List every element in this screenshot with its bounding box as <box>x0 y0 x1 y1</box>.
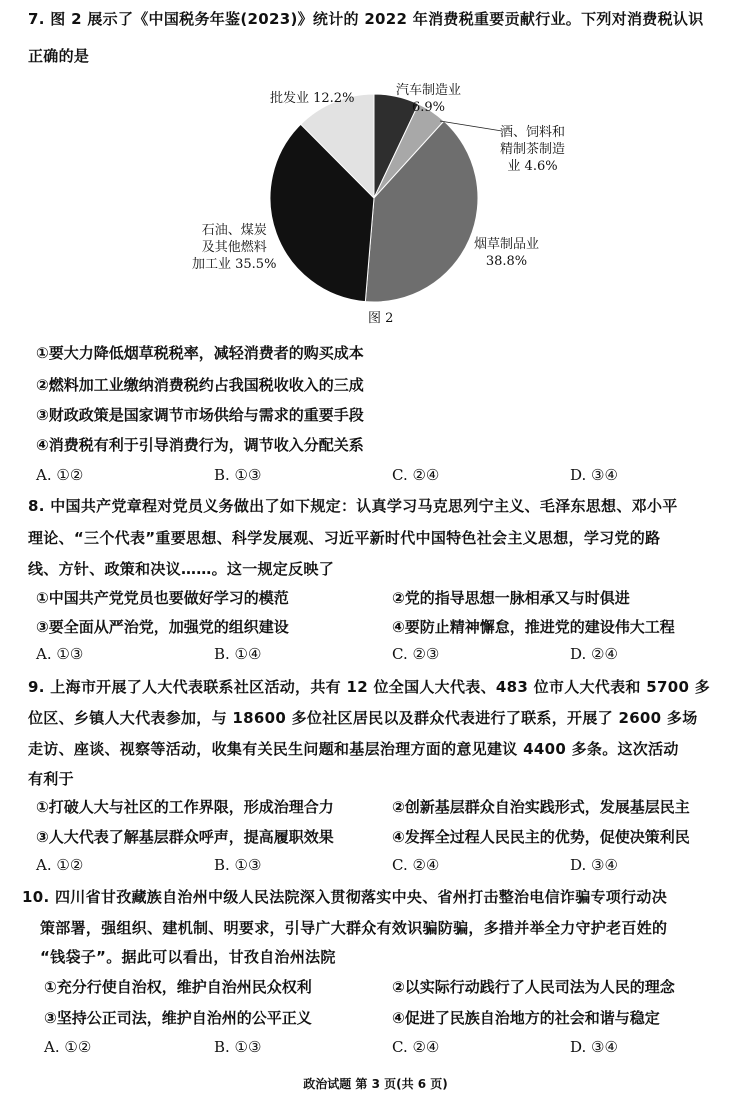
q8-option-1: ①中国共产党党员也要做好学习的模范 <box>36 589 289 607</box>
q8-option-2: ②党的指导思想一脉相承又与时俱进 <box>392 589 630 607</box>
q9-stem-line1: 9. 上海市开展了人大代表联系社区活动，共有 12 位全国人大代表、483 位市人大代表和 5700 多 <box>28 678 711 696</box>
q7-stem-line2: 正确的是 <box>28 47 90 65</box>
q9-stem-line3: 走访、座谈、视察等活动，收集有关民生问题和基层治理方面的意见建议 4400 多条。这次活动 <box>28 740 679 758</box>
q10-option-1: ①充分行使自治权，维护自治州民众权利 <box>44 978 312 996</box>
q7-option-1: ①要大力降低烟草税税率，减轻消费者的购买成本 <box>36 344 364 362</box>
q8-stem-line1: 8. 中国共产党章程对党员义务做出了如下规定：认真学习马克思列宁主义、毛泽东思想、邓小平 <box>28 497 678 515</box>
pie-label-liquor: 酒、饲料和 精制茶制造 业 4.6% <box>500 125 566 174</box>
pie-label-wholesale: 批发业 12.2% <box>270 91 355 106</box>
q9-stem-line2: 位区、乡镇人大代表参加，与 18600 多位社区居民以及群众代表进行了联系，开展了 2600 多场 <box>28 709 698 727</box>
q9-choice-a[interactable]: A. ①② <box>36 856 84 874</box>
q9-stem-line4: 有利于 <box>28 770 74 788</box>
q7-stem-line1: 7. 图 2 展示了《中国税务年鉴(2023)》统计的 2022 年消费税重要贡献行业。下列对消费税认识 <box>28 10 704 28</box>
q8-option-4: ④要防止精神懈怠，推进党的建设伟大工程 <box>392 618 675 636</box>
q9-choice-d[interactable]: D. ③④ <box>570 856 618 874</box>
figure-caption: 图 2 <box>368 311 394 326</box>
q10-choice-b[interactable]: B. ①③ <box>214 1038 262 1056</box>
q8-choice-c[interactable]: C. ②③ <box>392 645 440 663</box>
q7-choice-b[interactable]: B. ①③ <box>214 466 262 484</box>
q8-stem-line2: 理论、“三个代表”重要思想、科学发展观、习近平新时代中国特色社会主义思想，学习党的路 <box>28 529 661 547</box>
pie-label-petroleum: 石油、煤炭 及其他燃料 加工业 35.5% <box>192 223 277 272</box>
q9-choice-b[interactable]: B. ①③ <box>214 856 262 874</box>
q7-option-4: ④消费税有利于引导消费行为，调节收入分配关系 <box>36 436 364 454</box>
q7-choice-d[interactable]: D. ③④ <box>570 466 618 484</box>
pie-label-tobacco: 烟草制品业 38.8% <box>474 237 540 269</box>
q8-option-3: ③要全面从严治党，加强党的组织建设 <box>36 618 289 636</box>
q10-choice-a[interactable]: A. ①② <box>44 1038 92 1056</box>
q7-option-2: ②燃料加工业缴纳消费税约占我国税收收入的三成 <box>36 376 364 394</box>
q9-option-2: ②创新基层群众自治实践形式，发展基层民主 <box>392 798 690 816</box>
q7-option-3: ③财政政策是国家调节市场供给与需求的重要手段 <box>36 406 364 424</box>
page-footer: 政治试题 第 3 页(共 6 页) <box>303 1077 448 1091</box>
q10-choice-d[interactable]: D. ③④ <box>570 1038 618 1056</box>
q10-choice-c[interactable]: C. ②④ <box>392 1038 440 1056</box>
q10-stem-line1: 10. 四川省甘孜藏族自治州中级人民法院深入贯彻落实中央、省州打击整治电信诈骗专项行动决 <box>22 888 667 906</box>
q7-choice-a[interactable]: A. ①② <box>36 466 84 484</box>
pie-chart <box>0 0 751 340</box>
q9-option-1: ①打破人大与社区的工作界限，形成治理合力 <box>36 798 334 816</box>
q10-option-4: ④促进了民族自治地方的社会和谐与稳定 <box>392 1009 660 1027</box>
q10-option-3: ③坚持公正司法，维护自治州的公平正义 <box>44 1009 312 1027</box>
pie-label-auto: 汽车制造业 6.9% <box>396 83 462 115</box>
q10-stem-line2: 策部署，强组织、建机制、明要求，引导广大群众有效识骗防骗，多措并举全力守护老百姓的 <box>40 919 668 937</box>
q8-choice-d[interactable]: D. ②④ <box>570 645 618 663</box>
q7-choice-c[interactable]: C. ②④ <box>392 466 440 484</box>
q9-choice-c[interactable]: C. ②④ <box>392 856 440 874</box>
q10-option-2: ②以实际行动践行了人民司法为人民的理念 <box>392 978 675 996</box>
q8-stem-line3: 线、方针、政策和决议……。这一规定反映了 <box>28 560 335 578</box>
q8-choice-b[interactable]: B. ①④ <box>214 645 262 663</box>
q8-choice-a[interactable]: A. ①③ <box>36 645 84 663</box>
q10-stem-line3: “钱袋子”。据此可以看出，甘孜自治州法院 <box>40 948 336 966</box>
q9-option-4: ④发挥全过程人民民主的优势，促使决策利民 <box>392 828 690 846</box>
q9-option-3: ③人大代表了解基层群众呼声，提高履职效果 <box>36 828 334 846</box>
